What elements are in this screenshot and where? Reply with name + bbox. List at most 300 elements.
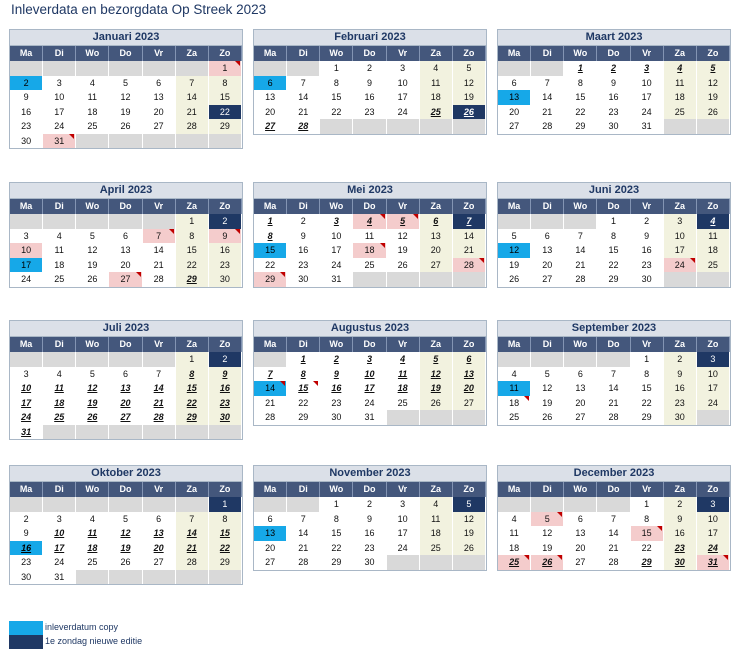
day-cell: 9 — [353, 512, 386, 527]
day-cell: 2 — [10, 512, 43, 527]
weekday-header: Zo — [209, 46, 242, 61]
weekday-header: Zo — [697, 46, 730, 61]
day-cell: 14 — [597, 381, 630, 396]
day-cell: 14 — [143, 381, 176, 396]
empty-day-cell — [76, 352, 109, 367]
day-cell: 18 — [420, 526, 453, 541]
month-calendar — [253, 29, 487, 135]
day-cell: 11 — [387, 367, 420, 382]
day-cell: 16 — [10, 105, 43, 120]
day-cell: 31 — [631, 119, 664, 134]
day-cell: 30 — [664, 555, 697, 570]
day-cell: 12 — [531, 526, 564, 541]
day-cell: 13 — [420, 229, 453, 244]
day-cell: 24 — [697, 396, 730, 411]
empty-day-cell — [143, 214, 176, 229]
day-cell: 30 — [320, 410, 353, 425]
empty-day-cell — [531, 61, 564, 76]
day-cell: 31 — [10, 425, 43, 440]
day-cell: 9 — [10, 526, 43, 541]
month-title: Mei 2023 — [254, 183, 486, 199]
day-cell: 15 — [631, 381, 664, 396]
month-calendar — [9, 29, 243, 149]
day-cell: 5 — [498, 229, 531, 244]
day-cell: 2 — [10, 76, 43, 91]
empty-day-cell — [387, 119, 420, 134]
empty-day-cell — [287, 497, 320, 512]
day-cell: 3 — [697, 497, 730, 512]
empty-day-cell — [531, 497, 564, 512]
month-calendar — [253, 182, 487, 288]
day-cell: 3 — [10, 229, 43, 244]
day-cell: 6 — [564, 367, 597, 382]
weekday-header: Di — [43, 46, 76, 61]
day-cell: 20 — [143, 541, 176, 556]
day-cell: 19 — [531, 541, 564, 556]
empty-day-cell — [109, 425, 142, 440]
day-cell: 8 — [631, 367, 664, 382]
empty-day-cell — [353, 119, 386, 134]
day-cell: 18 — [498, 396, 531, 411]
day-cell: 25 — [420, 105, 453, 120]
day-cell: 1 — [320, 497, 353, 512]
day-cell: 22 — [176, 396, 209, 411]
weekday-header: Zo — [453, 337, 486, 352]
month-calendar — [9, 465, 243, 585]
day-cell: 3 — [697, 352, 730, 367]
day-cell: 19 — [109, 541, 142, 556]
empty-day-cell — [43, 61, 76, 76]
day-cell: 15 — [287, 381, 320, 396]
month-grid — [10, 482, 242, 584]
weekday-header: Do — [597, 482, 630, 497]
day-cell: 7 — [597, 367, 630, 382]
empty-day-cell — [109, 214, 142, 229]
day-cell: 6 — [143, 76, 176, 91]
day-cell: 24 — [387, 105, 420, 120]
day-cell: 24 — [43, 555, 76, 570]
month-title: April 2023 — [10, 183, 242, 199]
month-title: Oktober 2023 — [10, 466, 242, 482]
day-cell: 14 — [597, 526, 630, 541]
day-cell: 11 — [76, 90, 109, 105]
day-cell: 28 — [143, 410, 176, 425]
day-cell: 16 — [209, 243, 242, 258]
day-cell: 13 — [254, 90, 287, 105]
weekday-header: Wo — [76, 337, 109, 352]
weekday-header: Di — [43, 482, 76, 497]
empty-day-cell — [597, 497, 630, 512]
empty-day-cell — [664, 119, 697, 134]
day-cell: 3 — [664, 214, 697, 229]
day-cell: 22 — [597, 258, 630, 273]
day-cell: 11 — [697, 229, 730, 244]
month-calendar — [9, 320, 243, 440]
day-cell: 31 — [43, 134, 76, 149]
day-cell: 20 — [143, 105, 176, 120]
weekday-header: Vr — [631, 199, 664, 214]
day-cell: 5 — [76, 367, 109, 382]
empty-day-cell — [287, 61, 320, 76]
empty-day-cell — [143, 425, 176, 440]
day-cell: 17 — [320, 243, 353, 258]
weekday-header: Zo — [697, 482, 730, 497]
day-cell: 10 — [631, 76, 664, 91]
empty-day-cell — [387, 410, 420, 425]
weekday-header: Wo — [76, 46, 109, 61]
empty-day-cell — [498, 214, 531, 229]
day-cell: 20 — [109, 258, 142, 273]
day-cell: 27 — [420, 258, 453, 273]
day-cell: 11 — [664, 76, 697, 91]
day-cell: 9 — [664, 367, 697, 382]
day-cell: 6 — [531, 229, 564, 244]
weekday-header: Wo — [76, 482, 109, 497]
day-cell: 28 — [176, 555, 209, 570]
day-cell: 19 — [76, 258, 109, 273]
month-grid — [254, 482, 486, 570]
empty-day-cell — [697, 119, 730, 134]
day-cell: 10 — [387, 512, 420, 527]
day-cell: 13 — [564, 381, 597, 396]
empty-day-cell — [664, 272, 697, 287]
weekday-header: Do — [109, 482, 142, 497]
day-cell: 21 — [143, 258, 176, 273]
day-cell: 12 — [76, 243, 109, 258]
day-cell: 20 — [109, 396, 142, 411]
day-cell: 20 — [420, 243, 453, 258]
day-cell: 27 — [254, 119, 287, 134]
day-cell: 7 — [176, 76, 209, 91]
weekday-header: Ma — [498, 482, 531, 497]
day-cell: 7 — [453, 214, 486, 229]
empty-day-cell — [387, 555, 420, 570]
day-cell: 13 — [143, 526, 176, 541]
day-cell: 29 — [176, 410, 209, 425]
day-cell: 27 — [109, 410, 142, 425]
day-cell: 6 — [254, 512, 287, 527]
weekday-header: Wo — [320, 482, 353, 497]
empty-day-cell — [420, 272, 453, 287]
weekday-header: Di — [531, 337, 564, 352]
day-cell: 6 — [109, 367, 142, 382]
day-cell: 28 — [176, 119, 209, 134]
day-cell: 28 — [453, 258, 486, 273]
day-cell: 18 — [76, 105, 109, 120]
empty-day-cell — [143, 352, 176, 367]
weekday-header: Ma — [10, 199, 43, 214]
day-cell: 1 — [209, 497, 242, 512]
weekday-header: Za — [420, 46, 453, 61]
empty-day-cell — [76, 61, 109, 76]
day-cell: 24 — [10, 410, 43, 425]
day-cell: 24 — [697, 541, 730, 556]
day-cell: 8 — [564, 76, 597, 91]
empty-day-cell — [254, 61, 287, 76]
day-cell: 11 — [498, 526, 531, 541]
day-cell: 4 — [387, 352, 420, 367]
month-grid — [498, 46, 730, 134]
weekday-header: Wo — [76, 199, 109, 214]
day-cell: 21 — [564, 258, 597, 273]
day-cell: 5 — [76, 229, 109, 244]
day-cell: 26 — [531, 555, 564, 570]
day-cell: 9 — [287, 229, 320, 244]
day-cell: 31 — [320, 272, 353, 287]
day-cell: 21 — [143, 396, 176, 411]
day-cell: 10 — [387, 76, 420, 91]
day-cell: 8 — [254, 229, 287, 244]
day-cell: 28 — [254, 410, 287, 425]
month-grid — [10, 199, 242, 287]
day-cell: 13 — [109, 243, 142, 258]
day-cell: 18 — [387, 381, 420, 396]
day-cell: 3 — [320, 214, 353, 229]
day-cell: 27 — [109, 272, 142, 287]
day-cell: 5 — [109, 512, 142, 527]
weekday-header: Wo — [564, 46, 597, 61]
day-cell: 20 — [531, 258, 564, 273]
day-cell: 19 — [498, 258, 531, 273]
empty-day-cell — [420, 119, 453, 134]
day-cell: 16 — [664, 526, 697, 541]
day-cell: 6 — [453, 352, 486, 367]
weekday-header: Do — [109, 199, 142, 214]
day-cell: 21 — [287, 541, 320, 556]
day-cell: 20 — [254, 541, 287, 556]
day-cell: 27 — [498, 119, 531, 134]
weekday-header: Do — [597, 46, 630, 61]
empty-day-cell — [420, 555, 453, 570]
empty-day-cell — [564, 352, 597, 367]
weekday-header: Za — [420, 337, 453, 352]
day-cell: 1 — [287, 352, 320, 367]
month-title: Februari 2023 — [254, 30, 486, 46]
day-cell: 30 — [631, 272, 664, 287]
day-cell: 6 — [143, 512, 176, 527]
day-cell: 4 — [420, 497, 453, 512]
day-cell: 25 — [498, 410, 531, 425]
weekday-header: Ma — [498, 46, 531, 61]
day-cell: 17 — [697, 381, 730, 396]
day-cell: 9 — [209, 229, 242, 244]
day-cell: 8 — [176, 229, 209, 244]
empty-day-cell — [109, 352, 142, 367]
month-grid — [254, 337, 486, 425]
month-title: Januari 2023 — [10, 30, 242, 46]
day-cell: 4 — [43, 229, 76, 244]
weekday-header: Zo — [209, 482, 242, 497]
weekday-header: Do — [597, 337, 630, 352]
empty-day-cell — [176, 497, 209, 512]
day-cell: 30 — [10, 134, 43, 149]
day-cell: 14 — [143, 243, 176, 258]
weekday-header: Do — [109, 46, 142, 61]
day-cell: 29 — [287, 410, 320, 425]
weekday-header: Za — [664, 337, 697, 352]
day-cell: 29 — [597, 272, 630, 287]
weekday-header: Vr — [143, 46, 176, 61]
day-cell: 8 — [176, 367, 209, 382]
empty-day-cell — [498, 352, 531, 367]
weekday-header: Wo — [320, 337, 353, 352]
day-cell: 7 — [287, 512, 320, 527]
empty-day-cell — [76, 214, 109, 229]
empty-day-cell — [531, 352, 564, 367]
empty-day-cell — [498, 497, 531, 512]
day-cell: 29 — [209, 119, 242, 134]
day-cell: 16 — [287, 243, 320, 258]
day-cell: 25 — [498, 555, 531, 570]
day-cell: 16 — [353, 526, 386, 541]
month-grid — [498, 337, 730, 425]
day-cell: 21 — [453, 243, 486, 258]
day-cell: 5 — [453, 497, 486, 512]
day-cell: 7 — [143, 229, 176, 244]
day-cell: 9 — [631, 229, 664, 244]
empty-day-cell — [76, 570, 109, 585]
day-cell: 17 — [10, 396, 43, 411]
day-cell: 14 — [287, 526, 320, 541]
day-cell: 19 — [453, 526, 486, 541]
day-cell: 4 — [498, 367, 531, 382]
day-cell: 19 — [420, 381, 453, 396]
weekday-header: Ma — [254, 46, 287, 61]
empty-day-cell — [254, 352, 287, 367]
day-cell: 25 — [43, 272, 76, 287]
day-cell: 25 — [43, 410, 76, 425]
weekday-header: Do — [353, 337, 386, 352]
empty-day-cell — [176, 61, 209, 76]
day-cell: 29 — [254, 272, 287, 287]
day-cell: 25 — [353, 258, 386, 273]
day-cell: 12 — [387, 229, 420, 244]
day-cell: 18 — [353, 243, 386, 258]
legend-label-drop-off: inleverdatum copy — [45, 622, 119, 632]
day-cell: 30 — [664, 410, 697, 425]
day-cell: 4 — [76, 512, 109, 527]
month-grid — [498, 482, 730, 570]
month-grid — [10, 337, 242, 439]
day-cell: 1 — [209, 61, 242, 76]
day-cell: 7 — [597, 512, 630, 527]
day-cell: 14 — [531, 90, 564, 105]
day-cell: 25 — [387, 396, 420, 411]
day-cell: 23 — [209, 258, 242, 273]
day-cell: 2 — [353, 497, 386, 512]
day-cell: 15 — [176, 243, 209, 258]
day-cell: 28 — [564, 272, 597, 287]
day-cell: 26 — [498, 272, 531, 287]
day-cell: 26 — [697, 105, 730, 120]
day-cell: 29 — [631, 410, 664, 425]
day-cell: 7 — [564, 229, 597, 244]
weekday-header: Ma — [254, 199, 287, 214]
day-cell: 22 — [631, 396, 664, 411]
weekday-header: Zo — [453, 482, 486, 497]
day-cell: 23 — [320, 396, 353, 411]
day-cell: 25 — [664, 105, 697, 120]
weekday-header: Za — [420, 482, 453, 497]
weekday-header: Vr — [387, 46, 420, 61]
day-cell: 12 — [453, 76, 486, 91]
day-cell: 21 — [287, 105, 320, 120]
empty-day-cell — [10, 61, 43, 76]
day-cell: 29 — [320, 555, 353, 570]
day-cell: 22 — [287, 396, 320, 411]
day-cell: 27 — [453, 396, 486, 411]
day-cell: 10 — [43, 526, 76, 541]
day-cell: 21 — [176, 541, 209, 556]
day-cell: 8 — [597, 229, 630, 244]
day-cell: 13 — [498, 90, 531, 105]
day-cell: 18 — [43, 396, 76, 411]
day-cell: 15 — [254, 243, 287, 258]
day-cell: 16 — [353, 90, 386, 105]
day-cell: 26 — [76, 410, 109, 425]
day-cell: 1 — [631, 352, 664, 367]
day-cell: 12 — [697, 76, 730, 91]
day-cell: 24 — [10, 272, 43, 287]
day-cell: 9 — [209, 367, 242, 382]
day-cell: 15 — [564, 90, 597, 105]
day-cell: 9 — [597, 76, 630, 91]
day-cell: 25 — [76, 119, 109, 134]
weekday-header: Vr — [143, 482, 176, 497]
day-cell: 7 — [176, 512, 209, 527]
day-cell: 14 — [453, 229, 486, 244]
weekday-header: Do — [353, 46, 386, 61]
empty-day-cell — [453, 410, 486, 425]
day-cell: 28 — [287, 555, 320, 570]
day-cell: 3 — [631, 61, 664, 76]
day-cell: 9 — [664, 512, 697, 527]
weekday-header: Za — [176, 199, 209, 214]
day-cell: 18 — [420, 90, 453, 105]
day-cell: 8 — [209, 76, 242, 91]
empty-day-cell — [320, 119, 353, 134]
day-cell: 30 — [209, 410, 242, 425]
weekday-header: Wo — [320, 199, 353, 214]
day-cell: 23 — [664, 396, 697, 411]
day-cell: 24 — [387, 541, 420, 556]
day-cell: 7 — [287, 76, 320, 91]
day-cell: 24 — [320, 258, 353, 273]
empty-day-cell — [143, 497, 176, 512]
weekday-header: Za — [664, 482, 697, 497]
day-cell: 26 — [109, 555, 142, 570]
day-cell: 26 — [109, 119, 142, 134]
day-cell: 24 — [664, 258, 697, 273]
day-cell: 10 — [10, 243, 43, 258]
day-cell: 1 — [631, 497, 664, 512]
day-cell: 21 — [597, 541, 630, 556]
day-cell: 30 — [597, 119, 630, 134]
weekday-header: Di — [287, 482, 320, 497]
day-cell: 30 — [353, 555, 386, 570]
empty-day-cell — [597, 352, 630, 367]
empty-day-cell — [76, 425, 109, 440]
weekday-header: Ma — [498, 199, 531, 214]
weekday-header: Ma — [10, 46, 43, 61]
day-cell: 8 — [320, 76, 353, 91]
day-cell: 29 — [564, 119, 597, 134]
weekday-header: Zo — [209, 199, 242, 214]
empty-day-cell — [697, 410, 730, 425]
day-cell: 4 — [498, 512, 531, 527]
empty-day-cell — [209, 425, 242, 440]
day-cell: 18 — [498, 541, 531, 556]
